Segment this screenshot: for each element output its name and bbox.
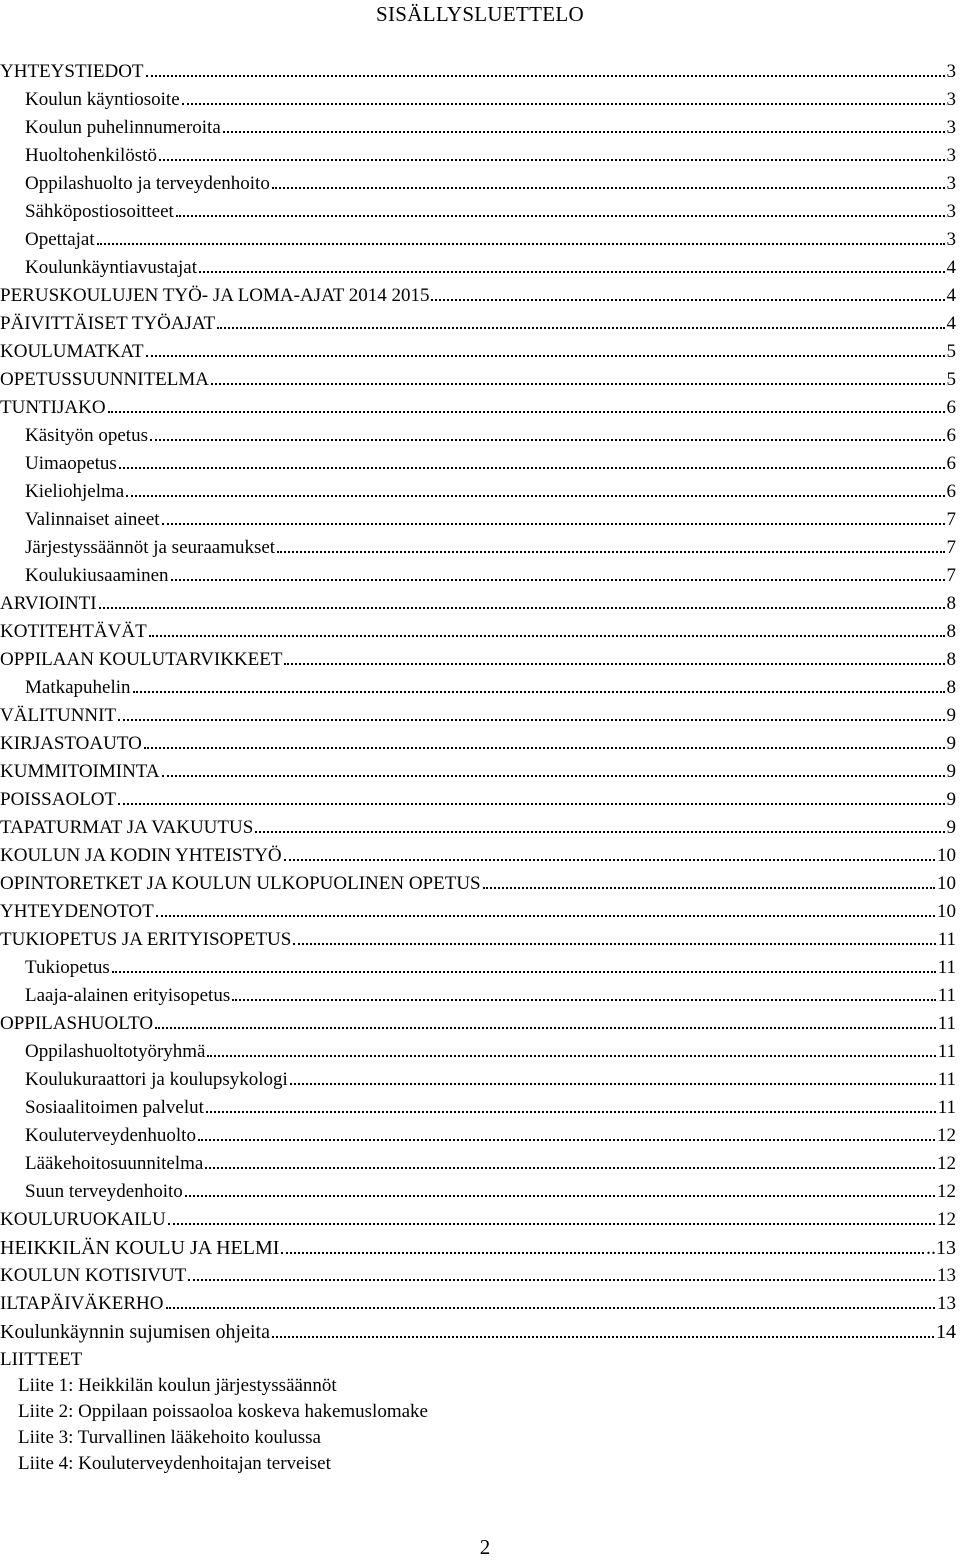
toc-entry-label: KOTITEHTÄVÄT xyxy=(0,621,147,642)
toc-dot-leader xyxy=(118,719,944,721)
toc-dot-leader xyxy=(188,1279,935,1281)
toc-entry[interactable] xyxy=(0,1290,956,1318)
toc-entry-page: 12 xyxy=(937,1181,956,1202)
toc-dot-leader xyxy=(162,775,945,777)
toc-dot-leader xyxy=(171,579,945,581)
toc-entry-page: 10 xyxy=(937,873,956,894)
toc-dot-leader xyxy=(272,1336,934,1338)
toc-entry-label: VÄLITUNNIT xyxy=(0,705,117,726)
toc-entry[interactable] xyxy=(0,702,956,730)
toc-entry-label: TUKIOPETUS JA ERITYISOPETUS xyxy=(0,929,292,950)
toc-entry[interactable] xyxy=(0,478,956,506)
toc-entry-page: 14 xyxy=(936,1321,956,1343)
toc-entry-label: ARVIOINTI xyxy=(0,593,97,614)
toc-entry[interactable] xyxy=(0,926,956,954)
toc-entry-page: 3 xyxy=(946,89,956,110)
toc-entry[interactable] xyxy=(0,1206,956,1234)
toc-dot-leader xyxy=(149,635,945,637)
toc-entry-page: 11 xyxy=(937,1041,956,1062)
toc-entry-label: Opettajat xyxy=(25,229,95,250)
toc-dot-leader xyxy=(118,803,944,805)
toc-entry[interactable] xyxy=(0,1010,956,1038)
toc-entry-page: 6 xyxy=(946,397,956,418)
toc-dot-leader xyxy=(144,747,945,749)
toc-dot-leader xyxy=(207,1055,935,1057)
toc-dot-leader xyxy=(431,299,944,301)
toc-entry[interactable] xyxy=(0,1094,956,1122)
toc-entry[interactable] xyxy=(0,142,956,170)
toc-entry[interactable] xyxy=(0,534,956,562)
toc-entry[interactable] xyxy=(0,86,956,114)
toc-entry-label: Uimaopetus xyxy=(25,453,117,474)
toc-dot-leader xyxy=(150,439,945,441)
toc-entry[interactable] xyxy=(0,562,956,590)
toc-dot-leader xyxy=(162,523,945,525)
toc-entry-page: ..13 xyxy=(926,1237,956,1259)
toc-dot-leader xyxy=(211,383,945,385)
toc-entry[interactable] xyxy=(0,1038,956,1066)
toc-dot-leader xyxy=(232,999,935,1001)
appendix-item[interactable]: Liite 4: Kouluterveydenhoitajan terveiset xyxy=(18,1453,331,1474)
toc-entry-page: 3 xyxy=(946,201,956,222)
toc-entry[interactable] xyxy=(0,310,956,338)
appendix-heading: LIITTEET xyxy=(0,1349,83,1370)
toc-entry-label: Suun terveydenhoito xyxy=(25,1181,183,1202)
toc-entry-page: 5 xyxy=(946,341,956,362)
toc-entry-label: KOULUN KOTISIVUT xyxy=(0,1265,187,1286)
toc-entry-label: OPINTORETKET JA KOULUN ULKOPUOLINEN OPETUS xyxy=(0,873,481,894)
toc-entry[interactable] xyxy=(0,870,956,898)
toc-entry-page: 7 xyxy=(946,565,956,586)
toc-entry-page: 10 xyxy=(937,845,956,866)
toc-dot-leader xyxy=(126,495,944,497)
toc-entry[interactable] xyxy=(0,450,956,478)
toc-entry[interactable] xyxy=(0,1262,956,1290)
toc-dot-leader xyxy=(199,271,944,273)
toc-entry-page: 3 xyxy=(946,145,956,166)
toc-entry[interactable] xyxy=(0,786,956,814)
toc-entry-label: Oppilashuoltotyöryhmä xyxy=(25,1041,206,1062)
toc-entry-label: Koulun puhelinnumeroita xyxy=(25,117,221,138)
toc-dot-leader xyxy=(223,131,945,133)
toc-entry[interactable] xyxy=(0,618,956,646)
toc-entry-label: OPPILAAN KOULUTARVIKKEET xyxy=(0,649,283,670)
toc-entry[interactable] xyxy=(0,814,956,842)
toc-entry[interactable] xyxy=(0,1122,956,1150)
appendix-item[interactable]: Liite 2: Oppilaan poissaoloa koskeva hakemuslomake xyxy=(18,1401,428,1422)
toc-entry-page: 11 xyxy=(937,985,956,1006)
toc-entry-page: 4 xyxy=(946,285,956,306)
toc-dot-leader xyxy=(281,1252,924,1254)
toc-entry-label: Tukiopetus xyxy=(25,957,110,978)
toc-entry[interactable] xyxy=(0,646,956,674)
toc-entry[interactable] xyxy=(0,226,956,254)
toc-dot-leader xyxy=(159,159,945,161)
toc-entry-page: 13 xyxy=(937,1293,956,1314)
toc-dot-leader xyxy=(112,971,936,973)
appendix-item[interactable]: Liite 1: Heikkilän koulun järjestyssäännöt xyxy=(18,1375,337,1396)
toc-entry-label: Matkapuhelin xyxy=(25,677,131,698)
toc-entry-page: 9 xyxy=(946,761,956,782)
toc-entry-label: POISSAOLOT xyxy=(0,789,117,810)
toc-entry-page: 13 xyxy=(937,1265,956,1286)
toc-entry-label: TAPATURMAT JA VAKUUTUS xyxy=(0,817,254,838)
toc-dot-leader xyxy=(293,943,935,945)
toc-entry[interactable] xyxy=(0,198,956,226)
toc-dot-leader xyxy=(133,691,945,693)
toc-entry[interactable] xyxy=(0,506,956,534)
toc-entry-page: 9 xyxy=(946,733,956,754)
appendix-item[interactable]: Liite 3: Turvallinen lääkehoito koulussa xyxy=(18,1427,321,1448)
toc-entry-label: Kieliohjelma xyxy=(25,481,125,502)
toc-entry[interactable] xyxy=(0,366,956,394)
toc-entry[interactable] xyxy=(0,674,956,702)
toc-entry-label: Huoltohenkilöstö xyxy=(25,145,157,166)
toc-entry[interactable] xyxy=(0,422,956,450)
toc-entry[interactable] xyxy=(0,1066,956,1094)
toc-entry[interactable] xyxy=(0,58,956,86)
toc-dot-leader xyxy=(272,187,945,189)
toc-entry-page: 6 xyxy=(946,481,956,502)
toc-entry-page: 8 xyxy=(946,677,956,698)
toc-dot-leader xyxy=(483,887,935,889)
toc-dot-leader xyxy=(108,411,945,413)
toc-entry-label: KOULUN JA KODIN YHTEISTYÖ xyxy=(0,845,282,866)
toc-entry-label: Koulukiusaaminen xyxy=(25,565,169,586)
toc-entry-label: OPPILASHUOLTO xyxy=(0,1013,154,1034)
toc-dot-leader xyxy=(277,551,944,553)
toc-entry-label: Koulun käyntiosoite xyxy=(25,89,180,110)
toc-dot-leader xyxy=(290,1083,936,1085)
toc-entry-page: 8 xyxy=(946,649,956,670)
toc-entry-label: Oppilashuolto ja terveydenhoito xyxy=(25,173,270,194)
toc-entry-label: YHTEYDENOTOT xyxy=(0,901,154,922)
toc-entry-page: 6 xyxy=(946,425,956,446)
toc-dot-leader xyxy=(166,1307,936,1309)
toc-entry-page: 3 xyxy=(946,61,956,82)
toc-entry-page: 12 xyxy=(937,1125,956,1146)
toc-entry-label: KOULURUOKAILU xyxy=(0,1209,166,1230)
toc-dot-leader xyxy=(99,607,945,609)
toc-dot-leader xyxy=(205,1167,935,1169)
toc-entry-page: 12 xyxy=(937,1209,956,1230)
toc-dot-leader xyxy=(217,327,944,329)
toc-entry[interactable] xyxy=(0,1318,956,1346)
toc-entry[interactable] xyxy=(0,282,956,310)
toc-entry-page: 3 xyxy=(946,229,956,250)
toc-dot-leader xyxy=(146,75,945,77)
toc-entry-label: Sosiaalitoimen palvelut xyxy=(25,1097,204,1118)
toc-entry-page: 3 xyxy=(946,117,956,138)
toc-entry-label: Lääkehoitosuunnitelma xyxy=(25,1153,204,1174)
page-title: SISÄLLYSLUETTELO xyxy=(375,2,584,26)
toc-dot-leader xyxy=(255,831,944,833)
toc-entry[interactable] xyxy=(0,730,956,758)
toc-entry-label: ILTAPÄIVÄKERHO xyxy=(0,1293,164,1314)
toc-entry-page: 11 xyxy=(937,929,956,950)
toc-entry-label: PERUSKOULUJEN TYÖ- JA LOMA-AJAT 2014 2015 xyxy=(0,285,430,306)
toc-entry-label: HEIKKILÄN KOULU JA HELMI xyxy=(0,1237,280,1259)
toc-entry-page: 4 xyxy=(946,313,956,334)
toc-entry[interactable] xyxy=(0,1178,956,1206)
toc-entry[interactable] xyxy=(0,170,956,198)
toc-entry-page: 7 xyxy=(946,509,956,530)
toc-entry-label: Valinnaiset aineet xyxy=(25,509,160,530)
page-number: 2 xyxy=(479,1535,491,1559)
toc-entry-label: Koulukuraattori ja koulupsykologi xyxy=(25,1069,288,1090)
toc-entry[interactable] xyxy=(0,590,956,618)
toc-entry[interactable] xyxy=(0,114,956,142)
toc-entry-label: OPETUSSUUNNITELMA xyxy=(0,369,209,390)
toc-dot-leader xyxy=(168,1223,935,1225)
toc-entry-page: 11 xyxy=(937,1097,956,1118)
toc-entry-page: 4 xyxy=(946,257,956,278)
toc-dot-leader xyxy=(155,1027,936,1029)
toc-dot-leader xyxy=(284,859,935,861)
toc-entry-page: 10 xyxy=(937,901,956,922)
toc-entry-page: 3 xyxy=(946,173,956,194)
toc-entry-label: YHTEYSTIEDOT xyxy=(0,61,144,82)
toc-entry[interactable] xyxy=(0,1234,956,1262)
toc-entry-label: PÄIVITTÄISET TYÖAJAT xyxy=(0,313,216,334)
toc-entry[interactable] xyxy=(0,254,956,282)
toc-dot-leader xyxy=(176,215,945,217)
toc-entry[interactable] xyxy=(0,394,956,422)
toc-entry-label: Kouluterveydenhuolto xyxy=(25,1125,196,1146)
toc-entry-page: 9 xyxy=(946,789,956,810)
toc-dot-leader xyxy=(206,1111,936,1113)
toc-entry[interactable] xyxy=(0,1150,956,1178)
toc-entry-label: Koulunkäyntiavustajat xyxy=(25,257,198,278)
toc-entry-page: 11 xyxy=(937,1069,956,1090)
toc-dot-leader xyxy=(156,915,935,917)
toc-dot-leader xyxy=(198,1139,935,1141)
toc-entry[interactable] xyxy=(0,842,956,870)
toc-dot-leader xyxy=(182,103,945,105)
toc-entry-label: KUMMITOIMINTA xyxy=(0,761,160,782)
toc-entry[interactable] xyxy=(0,898,956,926)
toc-entry-label: KIRJASTOAUTO xyxy=(0,733,142,754)
toc-entry-page: 6 xyxy=(946,453,956,474)
toc-entry-page: 5 xyxy=(946,369,956,390)
toc-entry-label: Käsityön opetus xyxy=(25,425,148,446)
toc-entry[interactable] xyxy=(0,982,956,1010)
toc-entry-page: 9 xyxy=(946,817,956,838)
toc-entry-page: 12 xyxy=(937,1153,956,1174)
toc-entry-label: Laaja-alainen erityisopetus xyxy=(25,985,231,1006)
toc-entry-label: Koulunkäynnin sujumisen ohjeita xyxy=(0,1321,270,1343)
toc-entry-label: Sähköpostiosoitteet xyxy=(25,201,174,222)
toc-entry-page: 11 xyxy=(937,1013,956,1034)
toc-entry[interactable] xyxy=(0,758,956,786)
toc-dot-leader xyxy=(146,355,945,357)
toc-entry-page: 7 xyxy=(946,537,956,558)
toc-entry-label: KOULUMATKAT xyxy=(0,341,144,362)
toc-entry-label: TUNTIJAKO xyxy=(0,397,106,418)
toc-dot-leader xyxy=(284,663,944,665)
toc-entry-label: Järjestyssäännöt ja seuraamukset xyxy=(25,537,276,558)
toc-dot-leader xyxy=(185,1195,935,1197)
toc-entry-page: 8 xyxy=(946,593,956,614)
toc-entry[interactable] xyxy=(0,954,956,982)
toc-entry[interactable] xyxy=(0,338,956,366)
toc-dot-leader xyxy=(97,243,945,245)
toc-dot-leader xyxy=(119,467,945,469)
toc-entry-page: 8 xyxy=(946,621,956,642)
toc-entry-page: 11 xyxy=(937,957,956,978)
toc-entry-page: 9 xyxy=(946,705,956,726)
